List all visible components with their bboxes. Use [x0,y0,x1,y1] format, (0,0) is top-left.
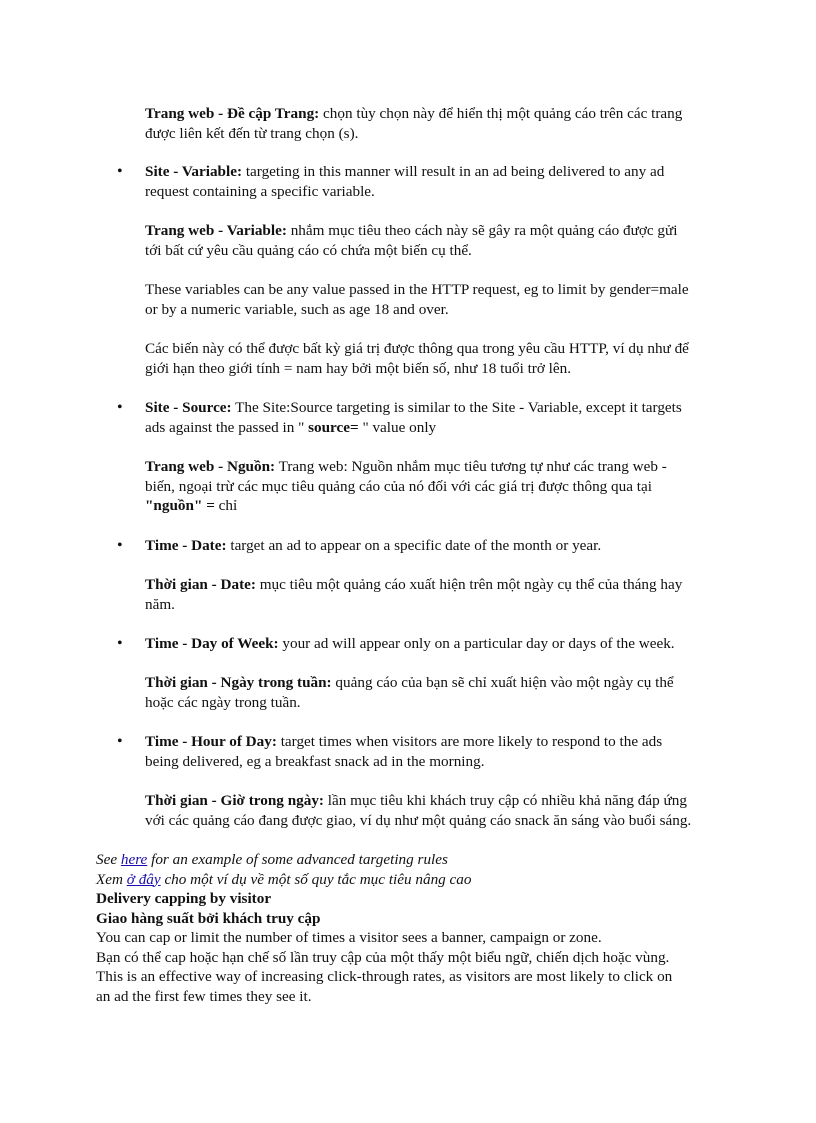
heading-delivery-capping: Delivery capping by visitor [96,890,272,907]
o-day-link[interactable]: ở đây [126,870,161,888]
bullet-icon: • [117,635,123,652]
capping-paragraph-vi: Bạn có thể cap hoặc hạn chế số lần truy cập của một thấy một biểu ngữ, chiến dịch hoặc vùng. [96,948,670,966]
here-link[interactable]: here [120,851,148,868]
paragraph-time-hour-of-day-en: Time - Hour of Day: target times when visitors are more likely to respond to the ads being delivered, eg a breakfast snack ad in the morning. [145,733,663,770]
paragraph-trang-web-variable-vi: Trang web - Variable: nhắm mục tiêu theo cách này sẽ gây ra một quảng cáo được gửi tới bất cứ yêu cầu quảng cáo có chứa một biến cụ thể. [145,222,678,259]
paragraph-site-variable-en: Site - Variable: targeting in this manner will result in an ad being delivered to any ad request containing a specific variable. [145,163,665,200]
see-here-line: See here for an example of some advanced targeting rules [96,851,448,868]
paragraph-trang-web-referer-vi: Trang web - Đề cập Trang: chọn tùy chọn này để hiển thị một quảng cáo trên các trang được liên kết đến từ trang chọn (s). [145,105,683,142]
capping-paragraph-en-3: an ad the first few times they see it. [96,987,312,1005]
capping-paragraph-en-1: You can cap or limit the number of times a visitor sees a banner, campaign or zone. [96,929,602,946]
paragraph-time-date-en: Time - Date: target an ad to appear on a specific date of the month or year. [145,537,602,554]
paragraph-time-day-of-week-en: Time - Day of Week: your ad will appear only on a particular day or days of the week. [145,635,675,652]
bottom-section [96,850,786,1006]
paragraph-site-source-en: Site - Source: The Site:Source targeting is similar to the Site - Variable, except it targets ads against the passed in " source= " value only [145,399,682,436]
bullet-icon: • [117,733,123,750]
capping-paragraph-en-2: This is an effective way of increasing click-through rates, as visitors are most likely to click on [96,968,673,985]
paragraph-variables-note-en: These variables can be any value passed in the HTTP request, eg to limit by gender=male or by a numeric variable, such as age 18 and over. [145,281,689,318]
paragraph-thoi-gian-ngay-trong-tuan-vi: Thời gian - Ngày trong tuần: quảng cáo của bạn sẽ chỉ xuất hiện vào một ngày cụ thể hoặc các ngày trong tuần. [145,674,674,711]
paragraph-trang-web-nguon-vi: Trang web - Nguồn: Trang web: Nguồn nhắm mục tiêu tương tự như các trang web - biến, ngoại trừ các mục tiêu quảng cáo của nó đối với các giá trị được thông qua tại "nguồn" = chỉ [145,458,667,514]
bullet-icon: • [117,163,123,180]
bullet-icon: • [117,537,123,554]
paragraph-variables-note-vi: Các biến này có thể được bất kỳ giá trị được thông qua trong yêu cầu HTTP, ví dụ như để giới hạn theo giới tính = nam hay bởi một biến số, như 18 tuổi trở lên. [145,340,689,377]
heading-giao-hang: Giao hàng suất bởi khách truy cập [96,909,321,927]
bullet-icon: • [117,399,123,416]
xem-o-day-line: Xem ở đây cho một ví dụ về một số quy tắc mục tiêu nâng cao [96,870,472,888]
paragraph-thoi-gian-gio-trong-ngay-vi: Thời gian - Giờ trong ngày: lần mục tiêu khi khách truy cập có nhiều khả năng đáp ứng với các quảng cáo đang được giao, ví dụ như một quảng cáo snack ăn sáng vào buổi sáng. [145,792,692,829]
paragraph-thoi-gian-date-vi: Thời gian - Date: mục tiêu một quảng cáo xuất hiện trên một ngày cụ thể của tháng hay năm. [145,576,683,613]
